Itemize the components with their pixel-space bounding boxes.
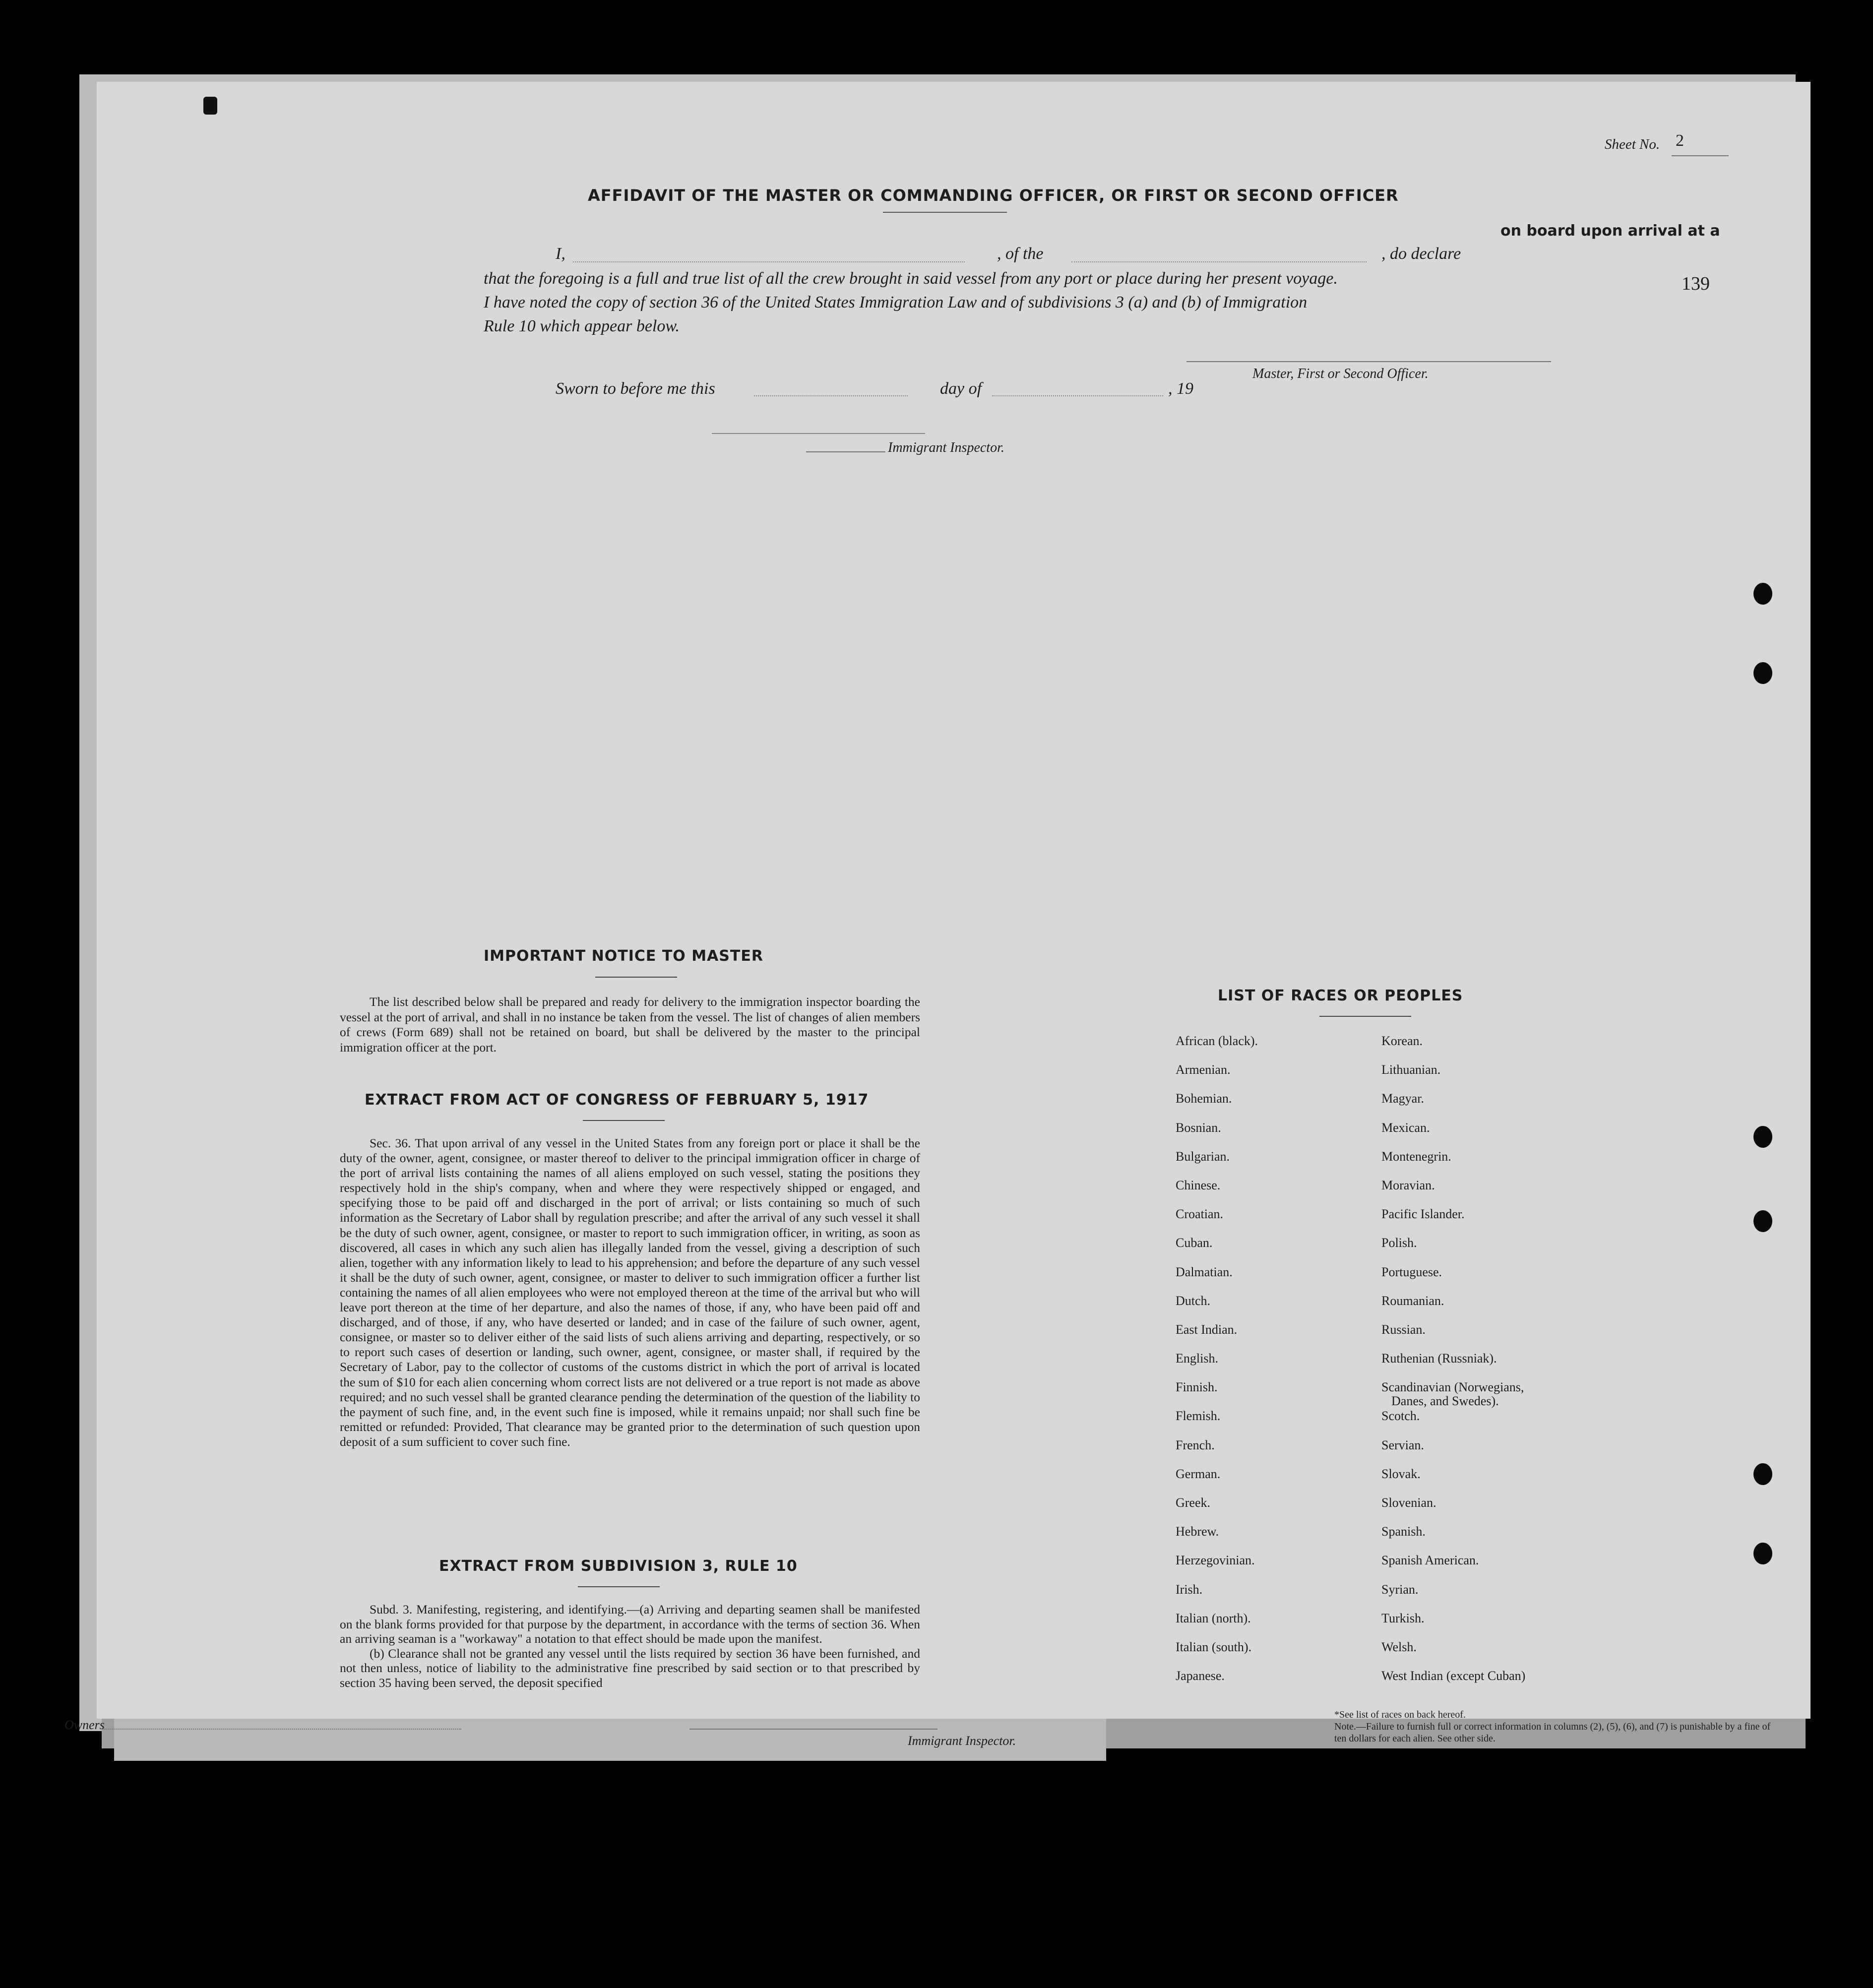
extract-subdivision-title: EXTRACT FROM SUBDIVISION 3, RULE 10 — [439, 1557, 798, 1575]
race-item — [1176, 1467, 1374, 1496]
race-label: Lithuanian. — [1381, 1062, 1441, 1077]
race-label: Armenian. — [1176, 1062, 1231, 1077]
race-item — [1176, 1323, 1374, 1352]
sworn-month-field[interactable] — [992, 395, 1163, 396]
race-label: Portuguese. — [1381, 1264, 1442, 1279]
race-label: Herzegovinian. — [1176, 1553, 1255, 1568]
race-item — [1381, 1640, 1605, 1669]
race-label: Montenegrin. — [1381, 1149, 1451, 1164]
race-item — [1176, 1583, 1374, 1612]
race-label: Scotch. — [1381, 1409, 1420, 1424]
race-label: Croatian. — [1176, 1207, 1224, 1222]
extract-subdivision-body — [340, 1602, 920, 1714]
race-item — [1381, 1525, 1605, 1553]
binding-hole — [1753, 583, 1772, 605]
races-rule — [1319, 1016, 1411, 1017]
race-item — [1381, 1150, 1605, 1179]
race-item — [1381, 1121, 1605, 1150]
race-item — [1381, 1092, 1605, 1120]
document-page — [97, 82, 1811, 1744]
race-item — [1176, 1380, 1374, 1409]
race-label: Scandinavian (Norwegians, — [1381, 1380, 1524, 1395]
races-title: LIST OF RACES OR PEOPLES — [1218, 987, 1463, 1004]
race-item — [1176, 1525, 1374, 1553]
affidavit-name-field[interactable] — [573, 261, 965, 262]
race-item — [1176, 1236, 1374, 1265]
race-item — [1381, 1409, 1605, 1438]
race-label: Welsh. — [1381, 1639, 1417, 1654]
race-label: French. — [1176, 1437, 1215, 1452]
race-item — [1176, 1640, 1374, 1669]
race-item — [1381, 1236, 1605, 1265]
race-item — [1176, 1034, 1374, 1063]
extract-subdivision-para-b: (b) Clearance shall not be granted any vessel until the lists required by section 36 have been furnished, and not then unless, notice of liability to the administrative fine prescribed by said section or to that prescribed by section 35 having been served, the deposit specified — [340, 1646, 920, 1690]
affidavit-vessel-field[interactable] — [1071, 261, 1367, 262]
race-label: Irish. — [1176, 1582, 1203, 1597]
race-label: Flemish. — [1176, 1409, 1221, 1424]
sheet-reference-number: 139 — [1682, 273, 1710, 294]
race-item — [1381, 1496, 1605, 1525]
race-item — [1176, 1553, 1374, 1582]
race-label: Servian. — [1381, 1437, 1424, 1452]
race-item — [1381, 1179, 1605, 1207]
bottom-inspector-label: Immigrant Inspector. — [908, 1734, 1016, 1748]
master-signature-field[interactable] — [1186, 361, 1551, 362]
race-label: Spanish. — [1381, 1524, 1426, 1539]
race-label: Greek. — [1176, 1495, 1211, 1510]
binding-hole — [1753, 662, 1772, 684]
extract-subdivision-rule — [578, 1586, 660, 1587]
race-label: Hebrew. — [1176, 1524, 1219, 1539]
master-signature-label: Master, First or Second Officer. — [1252, 366, 1429, 381]
sworn-rule — [712, 433, 925, 434]
race-label: East Indian. — [1176, 1322, 1238, 1337]
race-label: Russian. — [1381, 1322, 1426, 1337]
affidavit-do-declare: , do declare — [1381, 245, 1461, 263]
race-label: Syrian. — [1381, 1582, 1419, 1597]
extract-subdivision-para-a: Subd. 3. Manifesting, registering, and identifying.—(a) Arriving and departing seamen shall be manifested on the blank forms provided for that purpose by the department, in accordance with the terms of section 36. When an arriving seaman is a "workaway" a notation to that effect should be made upon the manifest. — [340, 1602, 920, 1646]
race-item — [1176, 1496, 1374, 1525]
inspector-signature-field[interactable] — [806, 451, 885, 452]
race-item — [1381, 1034, 1605, 1063]
race-item — [1176, 1179, 1374, 1207]
race-item — [1381, 1467, 1605, 1496]
race-label: Italian (north). — [1176, 1611, 1251, 1625]
race-item — [1176, 1121, 1374, 1150]
race-label: African (black). — [1176, 1034, 1258, 1048]
race-item — [1176, 1294, 1374, 1323]
race-label: German. — [1176, 1466, 1221, 1481]
race-label: Slovenian. — [1381, 1495, 1436, 1510]
race-label: Korean. — [1381, 1034, 1423, 1048]
affidavit-title: AFFIDAVIT OF THE MASTER OR COMMANDING OFFICER, OR FIRST OR SECOND OFFICER — [588, 186, 1399, 205]
affidavit-i: I, — [556, 245, 565, 263]
races-column-1 — [1176, 1034, 1374, 1698]
inspector-label: Immigrant Inspector. — [888, 440, 1004, 455]
extract-act-title: EXTRACT FROM ACT OF CONGRESS OF FEBRUARY 5, 1917 — [365, 1091, 869, 1109]
affidavit-body: that the foregoing is a full and true list of all the crew brought in said vessel from any port or place during her present voyage. I have noted the copy of section 36 of the United States Immigration Law and of subdivisions 3 (a) and (b) of Immigration Rule 10 which appear below. — [484, 269, 1338, 335]
races-footnote-2: Note.—Failure to furnish full or correct information in columns (2), (5), (6), and (7) is punishable by a fine of ten dollars for each alien. See other side. — [1334, 1721, 1771, 1744]
race-item — [1176, 1352, 1374, 1380]
race-label: Ruthenian (Russniak). — [1381, 1351, 1497, 1366]
race-label: Cuban. — [1176, 1236, 1213, 1250]
binding-hole — [1753, 1210, 1772, 1232]
sworn-year: , 19 — [1168, 379, 1193, 398]
race-item — [1381, 1294, 1605, 1323]
race-item — [1176, 1150, 1374, 1179]
race-label: Turkish. — [1381, 1611, 1425, 1625]
race-label: Pacific Islander. — [1381, 1207, 1465, 1222]
race-label: Magyar. — [1381, 1091, 1424, 1106]
affidavit-of-the: , of the — [997, 245, 1044, 263]
race-label: Italian (south). — [1176, 1639, 1252, 1654]
race-label: Dalmatian. — [1176, 1264, 1233, 1279]
race-item — [1381, 1612, 1605, 1640]
race-label: Moravian. — [1381, 1178, 1435, 1192]
notice-title: IMPORTANT NOTICE TO MASTER — [484, 947, 763, 965]
race-label: Spanish American. — [1381, 1553, 1479, 1568]
sheet-number-value: 2 — [1676, 131, 1684, 150]
scan-mark — [203, 97, 217, 115]
sworn-text: Sworn to before me this — [556, 379, 715, 398]
owners-label: Owners — [64, 1718, 105, 1732]
race-label: Polish. — [1381, 1236, 1417, 1250]
sheet-number-label: Sheet No. — [1605, 136, 1660, 152]
race-label: Mexican. — [1381, 1120, 1430, 1135]
owners-field[interactable] — [104, 1729, 461, 1730]
race-label: Roumanian. — [1381, 1293, 1444, 1308]
races-column-2 — [1381, 1034, 1605, 1698]
race-item — [1381, 1323, 1605, 1352]
race-label: Bulgarian. — [1176, 1149, 1230, 1164]
race-label: Dutch. — [1176, 1293, 1211, 1308]
race-label: English. — [1176, 1351, 1218, 1366]
race-label: Bosnian. — [1176, 1120, 1221, 1135]
race-label: Finnish. — [1176, 1380, 1218, 1395]
race-item — [1381, 1438, 1605, 1467]
race-item — [1176, 1207, 1374, 1236]
race-item — [1381, 1352, 1605, 1380]
race-item — [1176, 1669, 1374, 1698]
race-label: Bohemian. — [1176, 1091, 1232, 1106]
race-label: West Indian (except Cuban) — [1381, 1669, 1526, 1683]
extract-act-rule — [583, 1120, 665, 1121]
race-item — [1176, 1409, 1374, 1438]
notice-body: The list described below shall be prepared and ready for delivery to the immigration inspector boarding the vessel at the port of arrival, and shall in no instance be taken from the vessel. The list of changes of alien members of crews (Form 689) shall not be retained on board, but shall be delivered by the master to the principal immigration officer at the port. — [340, 994, 920, 1055]
affidavit-title-rule — [883, 212, 1007, 213]
sheet-number-line — [1672, 155, 1729, 156]
binding-hole — [1753, 1463, 1772, 1485]
race-item — [1381, 1380, 1605, 1409]
race-label: Chinese. — [1176, 1178, 1221, 1192]
bottom-inspector-signature-field[interactable] — [689, 1729, 937, 1730]
race-item — [1381, 1207, 1605, 1236]
race-item — [1381, 1063, 1605, 1092]
race-item — [1176, 1265, 1374, 1294]
race-item — [1176, 1063, 1374, 1092]
sworn-day-field[interactable] — [754, 395, 908, 396]
race-item — [1381, 1265, 1605, 1294]
race-item — [1381, 1669, 1605, 1698]
race-item — [1176, 1092, 1374, 1120]
races-footnote — [1334, 1709, 1781, 1744]
race-item — [1381, 1583, 1605, 1612]
race-label: Japanese. — [1176, 1669, 1225, 1683]
sworn-day-of: day of — [940, 379, 982, 398]
races-footnote-1: *See list of races on back hereof. — [1334, 1709, 1466, 1720]
race-label-continuation: Danes, and Swedes). — [1391, 1394, 1499, 1409]
extract-act-body: Sec. 36. That upon arrival of any vessel in the United States from any foreign port or place it shall be the duty of the owner, agent, consignee, or master thereof to deliver to the principal immigration officer in charge of the port of arrival lists containing the names of all aliens employed on such vessel, stating the positions they respectively hold in the ship's company, when and where they were respectively shipped or engaged, and specifying those to be paid off and discharged in the port of arrival; or lists containing so much of such information as the Secretary of Labor shall by regulation prescribe; and after the arrival of any such vessel it shall be the duty of such owner, agent, consignee, or master to report to such immigration officer, in writing, as soon as discovered, all cases in which any such alien has illegally landed from the vessel, giving a description of such alien, together with any information likely to lead to his apprehension; and before the departure of any such vessel it shall be the duty of such owner, agent, consignee, or master to deliver to such immigration officer a further list containing the names of all alien employees who were not employed thereon at the time of the arrival but who will leave port thereon at the time of her departure, and also the names of those, if any, who have been paid off and discharged, and of those, if any, who have deserted or landed; and in case of the failure of such owner, agent, consignee, or master so to deliver either of the said lists of such aliens arriving and departing, respectively, or so to report such cases of desertion or landing, such owner, agent, consignee, or master shall, if required by the Secretary of Labor, pay to the collector of customs of the customs district in which the port of arrival is located the sum of $10 for each alien concerning whom correct lists are not delivered or a true report is not made as above required; and no such vessel shall be granted clearance pending the determination of the question of the liability to the payment of such fine, and, in the event such fine is imposed, while it remains unpaid; nor shall such fine be remitted or refunded: Provided, That clearance may be granted prior to the determination of such question upon deposit of a sum sufficient to cover such fine. — [340, 1136, 920, 1449]
race-item — [1381, 1553, 1605, 1582]
race-label: Slovak. — [1381, 1466, 1421, 1481]
arrival-fragment-text: on board upon arrival at a — [1500, 222, 1720, 240]
race-item — [1176, 1612, 1374, 1640]
race-item — [1176, 1438, 1374, 1467]
binding-hole — [1753, 1543, 1772, 1564]
binding-hole — [1753, 1126, 1772, 1148]
notice-rule — [595, 977, 677, 978]
